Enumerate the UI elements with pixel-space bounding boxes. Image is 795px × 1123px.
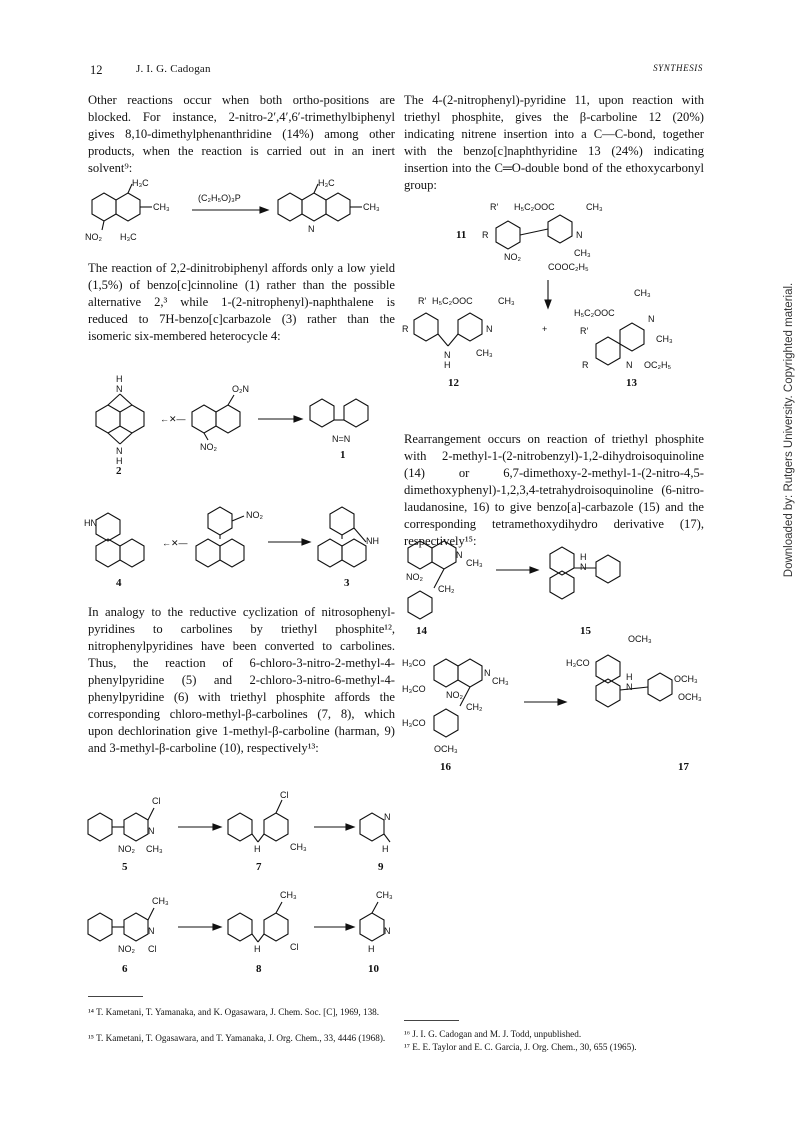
compound-label-5: 5 [122, 861, 128, 873]
scheme-carbolines [78, 790, 398, 985]
structure-5 [88, 808, 154, 841]
group-ch3: CH₃ [498, 296, 515, 306]
group-ch3: CH₃ [466, 558, 483, 568]
group-no2: NO₂ [118, 844, 135, 854]
group-ch3: CH₃ [574, 248, 591, 258]
group-h3co: H₃CO [402, 684, 426, 694]
scheme-pyridine-11 [400, 196, 710, 418]
group-no2: NO₂ [85, 232, 102, 242]
group-no2: NO₂ [504, 252, 521, 262]
footnote-15: ¹⁵ T. Kametani, T. Ogasawara, and T. Yamanaka, J. Org. Chem., 33, 4446 (1968). [88, 1033, 386, 1043]
blocked-arrow: ←✕— [162, 538, 188, 548]
group-ch3: CH₃ [280, 890, 297, 900]
structure-4 [96, 513, 144, 567]
atom-h: H [382, 844, 389, 854]
compound-label-11: 11 [456, 229, 467, 241]
arrow-head [213, 924, 221, 930]
group-oc2h5: OC₂H₅ [644, 360, 672, 370]
structure-6 [88, 908, 154, 941]
group-och3: OCH₃ [628, 634, 652, 644]
group-ch3: CH₃ [363, 202, 380, 212]
compound-label-14: 14 [416, 625, 427, 637]
atom-n: N [580, 562, 587, 572]
compound-label-9: 9 [378, 861, 384, 873]
group-r: R [482, 230, 489, 240]
compound-label-2: 2 [116, 465, 122, 475]
structure-8 [228, 902, 288, 942]
compound-label-10: 10 [368, 963, 379, 975]
group-cooc2h5: COOC₂H₅ [548, 262, 589, 272]
structure-2 [96, 394, 144, 444]
group-ch2: CH₂ [438, 584, 455, 594]
group-ch3: CH₃ [146, 844, 163, 854]
footnote-14: ¹⁴ T. Kametani, T. Yamanaka, and K. Ogasawara, J. Chem. Soc. [C], 1969, 138. [88, 1007, 380, 1017]
atom-n: N [626, 682, 633, 692]
group-h3c-bottom: H₃C [120, 232, 137, 242]
arrow-head [346, 924, 354, 930]
group-ch3: CH₃ [656, 334, 673, 344]
page-number: 12 [90, 63, 103, 77]
group-no2: NO₂ [200, 442, 217, 452]
atom-n: N [486, 324, 493, 334]
atom-h: H [580, 552, 587, 562]
group-och3: OCH₃ [674, 674, 698, 684]
atom-n: N [444, 350, 451, 360]
atom-n: N [116, 384, 123, 394]
atom-n: N [148, 826, 155, 836]
atom-h: H [116, 374, 123, 384]
atom-n: N [484, 668, 491, 678]
structure-dimethylphenanthridine [278, 184, 362, 221]
group-h3c-top: H₃C [318, 178, 335, 188]
footnote-rule-left [88, 996, 143, 997]
group-r: R [402, 324, 409, 334]
atom-h: H [254, 844, 261, 854]
plus-sign: + [542, 324, 548, 334]
group-h3co: H₃CO [402, 658, 426, 668]
compound-label-7: 7 [256, 861, 262, 873]
structure-12 [414, 313, 482, 346]
group-no2: NO₂ [118, 944, 135, 954]
compound-label-3: 3 [344, 577, 350, 589]
group-hn: HN [84, 518, 97, 528]
group-h5c2ooc: H₅C₂OOC [432, 296, 473, 306]
group-cl: Cl [148, 944, 157, 954]
structure-17 [596, 655, 672, 707]
structure-nitro-trimethylbiphenyl [92, 184, 152, 230]
atom-n: N [456, 550, 463, 560]
atom-n: N [384, 926, 391, 936]
atom-n: N [116, 446, 123, 456]
group-no2: NO₂ [406, 572, 423, 582]
left-paragraph-1: Other reactions occur when both ortho-positions are blocked. For instance, 2-nitro-2′,4′,6′-trimethylbiphenyl gives 8,10-dimethylphenanthridine (14%) among other products, when the reaction is carried out in an inert solvent⁹: [88, 93, 395, 175]
group-ch2: CH₂ [466, 702, 483, 712]
arrow-head [530, 567, 538, 573]
structure-10 [360, 902, 384, 941]
arrow-head [302, 539, 310, 545]
atom-h: H [626, 672, 633, 682]
atom-n: N [648, 314, 655, 324]
group-r-prime: R′ [490, 202, 499, 212]
group-ch3: CH₃ [152, 896, 169, 906]
group-r-prime: R′ [418, 296, 427, 306]
right-paragraph-2: Rearrangement occurs on reaction of triethyl phosphite with 2-methyl-1-(2-nitrobenzyl)-1,2-dihydroisoquinoline (14) or 6,7-dimethoxy-2-methyl-1-(2-nitro-4,5-dimethoxyphenyl)-1,2,3,4-tetrahydroisoquinoline (6-nitro-laudanosine, 16) to give benzo[a]-carbazole (15) and the corresponding tetramethoxydihydro derivative (17), respectively¹⁵: [404, 432, 704, 548]
compound-label-17: 17 [678, 761, 689, 773]
arrow-head [545, 300, 551, 308]
structure-nitrophenylnaphthalene [196, 507, 244, 567]
scheme-isoquinolines [400, 530, 710, 780]
arrow-head [294, 416, 302, 422]
journal-name: SYNTHESIS [653, 63, 703, 73]
atom-n: N [308, 224, 315, 234]
atom-n: N [384, 812, 391, 822]
group-och3: OCH₃ [434, 744, 458, 754]
compound-label-13: 13 [626, 377, 637, 389]
group-h5c2ooc: H₅C₂OOC [574, 308, 615, 318]
group-cl: Cl [152, 796, 161, 806]
group-och3: OCH₃ [678, 692, 702, 702]
atom-h: H [116, 456, 123, 466]
group-o2n: O₂N [232, 384, 249, 394]
compound-label-4: 4 [116, 577, 122, 589]
group-nh: NH [366, 536, 379, 546]
structure-3 [318, 507, 366, 567]
group-h5c2ooc: H₅C₂OOC [514, 202, 555, 212]
atom-h: H [444, 360, 451, 370]
left-paragraph-2: The reaction of 2,2-dinitrobiphenyl affords only a low yield (1,5%) of benzo[c]cinnoline (1) rather than the possible alternative 2,³ while 1-(2-nitrophenyl)-naphthalene is reduced to 7H-benzo[c]carbazole (3) rather than the isomeric six-membered heterocycle 4: [88, 261, 395, 343]
compound-label-1: 1 [340, 449, 346, 461]
compound-label-12: 12 [448, 377, 459, 389]
atom-h: H [254, 944, 261, 954]
arrow-head [260, 207, 268, 213]
group-cl: Cl [290, 942, 299, 952]
arrow-head [558, 699, 566, 705]
group-no2: NO₂ [246, 510, 263, 520]
group-n-equals-n: N=N [332, 434, 351, 444]
reagent-label: (C₂H₅O)₃P [198, 193, 241, 203]
group-ch3: CH₃ [376, 890, 393, 900]
running-author: J. I. G. Cadogan [136, 63, 211, 75]
atom-n: N [626, 360, 633, 370]
arrow-head [346, 824, 354, 830]
atom-n: N [148, 926, 155, 936]
footnote-rule-right [404, 1020, 459, 1021]
compound-label-16: 16 [440, 761, 451, 773]
right-paragraph-1: The 4-(2-nitrophenyl)-pyridine 11, upon reaction with triethyl phosphite, gives the β-carboline 12 (20%) indicating nitrene insertion into a C—C-bond, together with the benzo[c]naphthyridine 13 (24%) indicating insertion into the C═O-double bond of the ethoxycarbonyl group: [404, 93, 704, 192]
structure-dinitrobiphenyl [192, 395, 240, 440]
group-r-prime: R′ [580, 326, 589, 336]
blocked-arrow: ←✕— [160, 414, 186, 424]
group-r: R [582, 360, 589, 370]
compound-label-6: 6 [122, 963, 128, 975]
structure-11 [496, 215, 572, 249]
atom-h: H [368, 944, 375, 954]
left-paragraph-3: In analogy to the reductive cyclization of nitrosophenyl-pyridines to carbolines by triethyl phosphite¹², nitrophenylpyridines have been converted to carbolines. Thus, the reaction of 6-chloro-3-nitro-2-methyl-4-phenylpyridine (5) and 2-chloro-3-nitro-6-methyl-4-phenylpyridine (6) with triethyl phosphite affords the corresponding chloro-methyl-β-carbolines (7, 8), which upon dechlorination give 1-methyl-β-carboline (harman, 9) and 3-methyl-β-carboline (10), respectively¹³: [88, 605, 395, 755]
footnote-17: ¹⁷ E. E. Taylor and E. C. Garcia, J. Org. Chem., 30, 655 (1965). [404, 1042, 637, 1052]
group-no2: NO₂ [446, 690, 463, 700]
group-h3co: H₃CO [402, 718, 426, 728]
group-ch3: CH₃ [290, 842, 307, 852]
group-h3c-top: H₃C [132, 178, 149, 188]
structure-1 [310, 399, 368, 427]
download-watermark: Downloaded by: Rutgers University. Copyrighted material. [783, 282, 795, 578]
footnote-16: ¹⁶ J. I. G. Cadogan and M. J. Todd, unpublished. [404, 1029, 582, 1039]
scheme-benzocinnoline [82, 370, 392, 475]
group-ch3: CH₃ [492, 676, 509, 686]
compound-label-15: 15 [580, 625, 591, 637]
group-ch3: CH₃ [153, 202, 170, 212]
compound-label-8: 8 [256, 963, 262, 975]
group-ch3: CH₃ [476, 348, 493, 358]
group-ch3: CH₃ [634, 288, 651, 298]
atom-n: N [576, 230, 583, 240]
scheme-biphenyl-phenanthridine [80, 178, 400, 258]
group-h3co: H₃CO [566, 658, 590, 668]
group-cl: Cl [280, 790, 289, 800]
group-ch3: CH₃ [586, 202, 603, 212]
scheme-benzocarbazole [82, 490, 392, 595]
arrow-head [213, 824, 221, 830]
structure-7 [228, 800, 288, 842]
structure-13 [596, 323, 644, 365]
